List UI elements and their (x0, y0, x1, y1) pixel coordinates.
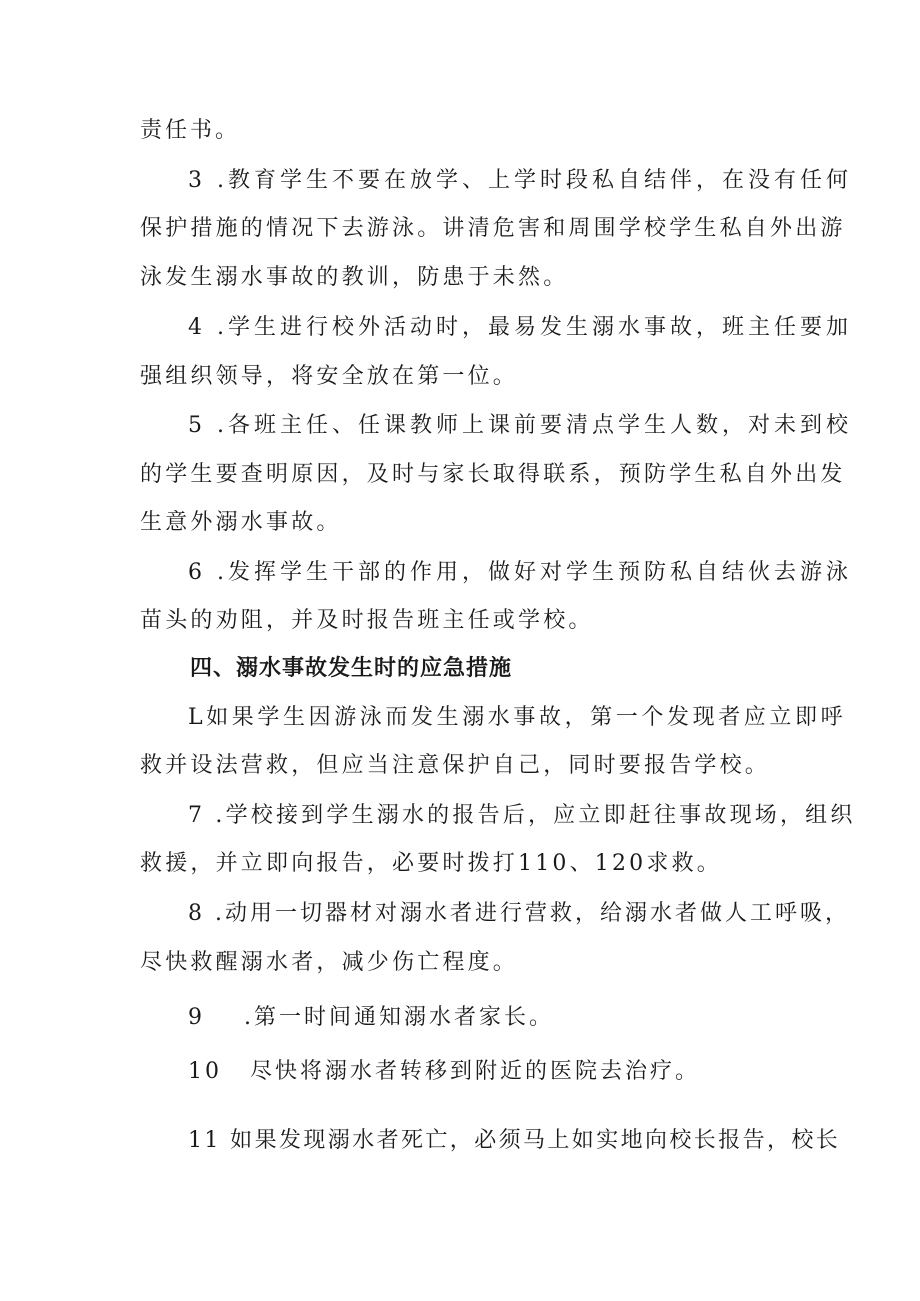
line-text: 苗头的劝阻，并及时报告班主任或学校。 (140, 608, 594, 633)
line-text: .第一时间通知溺水者家长。 (244, 1005, 554, 1030)
line-text: 生意外溺水事故。 (140, 510, 342, 535)
text-line (0, 357, 920, 397)
section-heading: 四、溺水事故发生时的应急措施 (190, 656, 513, 681)
line-text: 8 .动用一切器材对溺水者进行营救，给溺水者做人工呼吸， (188, 901, 850, 926)
numbered-item-11 (0, 1121, 920, 1161)
item-number: 10 (188, 1059, 222, 1084)
numbered-item-9 (0, 998, 920, 1038)
item-number: 9 (188, 1005, 205, 1030)
numbered-item-4 (0, 308, 920, 348)
line-text: 救援，并立即向报告，必要时拨打110、120求救。 (140, 851, 722, 876)
text-line (0, 455, 920, 495)
line-text: 责任书。 (140, 118, 241, 143)
numbered-item-6 (0, 553, 920, 593)
numbered-item-7 (0, 796, 920, 836)
line-text: 尽快将溺水者转移到附近的医院去治疗。 (250, 1059, 701, 1084)
text-line (0, 503, 920, 543)
line-text: 强组织领导，将安全放在第一位。 (140, 364, 519, 389)
text-line (0, 943, 920, 983)
line-text: 7 .学校接到学生溺水的报告后，应立即赶往事故现场，组织 (188, 803, 856, 828)
numbered-item-10 (0, 1052, 920, 1092)
line-text: 6 .发挥学生干部的作用，做好对学生预防私自结伙去游泳 (188, 560, 852, 585)
text-line (0, 746, 920, 786)
line-text: 4 .学生进行校外活动时，最易发生溺水事故，班主任要加 (188, 315, 852, 340)
numbered-item-1 (0, 698, 920, 738)
line-text: L如果学生因游泳而发生溺水事故，第一个发现者应立即呼 (188, 705, 847, 730)
numbered-item-5 (0, 406, 920, 446)
line-text: 的学生要查明原因，及时与家长取得联系，预防学生私自外出发 (140, 462, 846, 487)
line-text: 尽快救醒溺水者，减少伤亡程度。 (140, 950, 519, 975)
numbered-item-3 (0, 161, 920, 201)
text-line (0, 209, 920, 249)
numbered-item-8 (0, 894, 920, 934)
line-text: 保护措施的情况下去游泳。讲清危害和周围学校学生私自外出游 (140, 216, 846, 241)
line-text: 救并设法营救，但应当注意保护自己，同时要报告学校。 (140, 753, 771, 778)
text-line (0, 601, 920, 641)
line-text: 11 如果发现溺水者死亡，必须马上如实地向校长报告，校长 (188, 1128, 841, 1153)
line-text: 5 .各班主任、任课教师上课前要清点学生人数，对未到校 (188, 413, 852, 438)
line-text: 泳发生溺水事故的教训，防患于未然。 (140, 265, 569, 290)
text-line (0, 258, 920, 298)
line-text: 3 .教育学生不要在放学、上学时段私自结伴，在没有任何 (188, 168, 852, 193)
text-line (0, 844, 920, 884)
text-line (0, 111, 920, 151)
